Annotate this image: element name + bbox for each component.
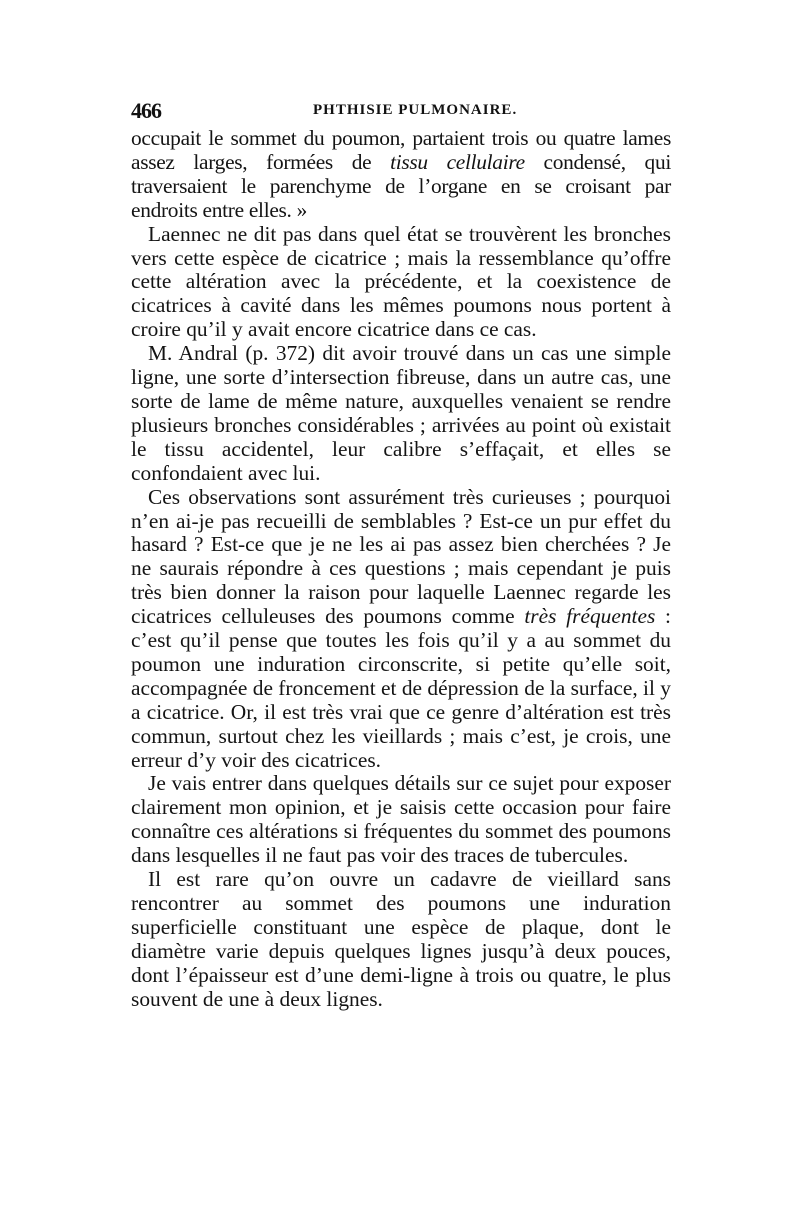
- paragraph-6: Il est rare qu’on ouvre un cadavre de vieillard sans rencontrer au sommet des poumons une induration superficielle constituant une espèce de plaque, dont le diamètre varie depuis quelques lignes jusqu’à deux pouces, dont l’épaisseur est d’une demi-ligne à trois ou quatre, le plus souvent de une à deux lignes.: [131, 867, 671, 1011]
- body-text: [131, 127, 671, 1012]
- paragraph-4: [131, 486, 671, 773]
- paragraph-1-emphasis: tissu cellulaire: [390, 149, 525, 174]
- page-header: [131, 98, 671, 128]
- paragraph-5: Je vais entrer dans quelques détails sur ce sujet pour exposer clairement mon opinion, et je saisis cette occasion pour faire connaître ces altérations si fréquentes du sommet des poumons dans lesquelles il ne faut pas voir des traces de tubercules.: [131, 771, 671, 868]
- paragraph-1: [131, 127, 671, 223]
- paragraph-3: M. Andral (p. 372) dit avoir trouvé dans un cas une simple ligne, une sorte d’intersection fibreuse, dans un autre cas, une sorte de lame de même nature, auxquelles venaient se rendre plusieurs bronches considérables ; arrivées au point où existait le tissu accidentel, leur calibre s’effaçait, et elles se confondaient avec lui.: [131, 341, 671, 485]
- running-title: PHTHISIE PULMONAIRE.: [313, 102, 518, 118]
- paragraph-4-emphasis: très fréquentes: [524, 604, 656, 629]
- paragraph-1-text-a: occupait le sommet du poumon, partaient trois ou quatre lames assez larges, formées de: [131, 126, 671, 174]
- paragraph-1-text-b: condensé, qui traversaient le parenchyme de l’organe en se croisant par endroits entre elles. »: [131, 149, 671, 222]
- paragraph-4-text-b: : c’est qu’il pense que toutes les fois qu’il y a au sommet du poumon une induration circonscrite, si petite qu’elle soit, accompagnée de froncement et de dépression de la surface, il y a cicatrice. Or, il est très vrai que ce genre d’altération est très commun, surtout chez les vieillards ; mais c’est, je crois, une erreur d’y voir des cicatrices.: [131, 604, 671, 772]
- paragraph-2: Laennec ne dit pas dans quel état se trouvèrent les bronches vers cette espèce de cicatrice ; mais la ressemblance qu’offre cette altération avec la précédente, et la coexistence de cicatrices à cavité dans les mêmes poumons nous portent à croire qu’il y avait encore cicatrice dans ce cas.: [131, 221, 671, 342]
- page-number: 466: [131, 98, 161, 123]
- paragraph-4-text-a: Ces observations sont assurément très curieuses ; pourquoi n’en ai-je pas recueilli de semblables ? Est-ce un pur effet du hasard ? Est-ce que je ne les ai pas assez bien cherchées ? Je ne saurais répondre à ces questions ; mais cependant je puis très bien donner la raison pour laquelle Laennec regarde les cicatrices celluleuses des poumons comme: [131, 484, 671, 629]
